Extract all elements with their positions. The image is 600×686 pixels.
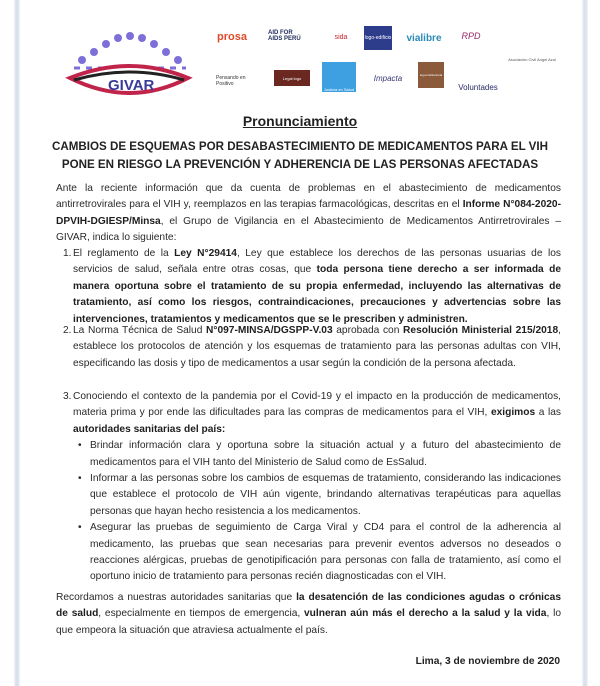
bullet-text: Brindar información clara y oportuna sobre la situación actual y a futuro del abastecimiento de medicamentos para el VIH tanto del Ministerio de Salud como de EsSalud.: [90, 440, 561, 468]
bullet-item-3: [56, 520, 561, 586]
resolution-reference: Resolución Ministerial 215/2018: [403, 325, 559, 336]
intro-paragraph: [56, 181, 561, 247]
rpd-logo: RPD: [461, 31, 481, 41]
intro-text-2: , el Grupo de Vigilancia en el Abastecimiento de Medicamentos Antirretrovirales – GIVAR, indica lo siguiente:: [56, 215, 561, 244]
item-bold-text: exigimos: [490, 407, 536, 419]
list-number: 1.: [63, 248, 72, 259]
law-reference: Ley N°29414: [174, 248, 237, 259]
closing-text: , especialmente en tiempos de emergencia,: [98, 608, 305, 620]
item-text: , Ley que establece los derechos de las personas usuarias de los servicios de salud, señala entre otras cosas, que: [73, 248, 561, 276]
sida-logo: sida: [334, 33, 348, 41]
list-number: 3.: [63, 391, 72, 402]
bullet-item-1: [56, 438, 561, 471]
headline-line-1: CAMBIOS DE ESQUEMAS POR DESABASTECIMIENTO DE MEDICAMENTOS PARA EL VIH: [51, 140, 548, 153]
headline-line-2: PONE EN RIESGO LA PREVENCIÓN Y ADHERENCIA DE LAS PERSONAS AFECTADAS: [61, 158, 539, 171]
angel-azul-logo: Asociación Civil Angel Azul: [508, 56, 556, 62]
item-bold-text: autoridades sanitarias del país:: [73, 423, 226, 435]
aid-for-aids-logo: AID FOR AIDS PERÚ: [268, 30, 301, 42]
legal-logo: Legal logo: [274, 70, 310, 86]
bullet-text: Asegurar las pruebas de seguimiento de Carga Viral y CD4 para el control de la adherencia al medicamento, las pruebas que sean necesarias para prevenir eventos adversos no deseados o reacciones alérgicas, pruebas de genotipificación para personas con falla de tratamiento, así como el oportuno inicio de tratamiento para personas recién diagnosticadas con el VIH.: [90, 522, 561, 583]
intro-text: Ante la reciente información que da cuenta de problemas en el abastecimiento de medicamentos antirretrovirales para el VIH y, reemplazos en las terapias farmacológicas, descritas en el: [56, 183, 561, 211]
norm-reference: N°097-MINSA/DGSPP-V.03: [206, 325, 333, 336]
bullet-icon: •: [78, 440, 82, 452]
item-text: El reglamento de la: [73, 248, 175, 259]
list-item-3: [56, 389, 561, 586]
bullet-icon: •: [78, 522, 82, 534]
page-edge-left: [14, 0, 20, 686]
item-text: aprobada con: [332, 325, 404, 336]
document-date: Lima, 3 de noviembre de 2020: [415, 656, 560, 667]
pensando-positivo-logo: Pensando en Positivo: [216, 75, 246, 87]
closing-bold: vulneran aún más el derecho a la salud y la vida: [304, 608, 547, 620]
closing-paragraph: [56, 590, 561, 639]
bullet-text: Informar a las personas sobre los cambios de esquemas de tratamiento, considerando las indicaciones que establece el protocolo de VIH aún vigente, brindando alternativas terapéuticas para aquellas personas que hayan hecho resistencia a los medicamentos.: [90, 473, 561, 517]
institutional-logo: logo-institucional: [418, 62, 444, 88]
bullet-item-2: [56, 471, 561, 520]
givar-logo-icon: [60, 16, 195, 104]
closing-bold: la desatención de las condiciones agudas o crónicas de salud: [56, 592, 561, 620]
vialibre-logo: vialibre: [406, 32, 442, 44]
document-title: Pronunciamiento: [242, 113, 358, 129]
list-number: 2.: [63, 325, 72, 336]
building-logo: logo-edificio: [364, 26, 392, 50]
impacta-logo: Impacta: [373, 73, 403, 83]
document-headline: [40, 138, 560, 174]
item-text: , establece los protocolos de atención y los esquemas de tratamiento para las personas adultas con VIH, especificando las dosis y tipo de medicamentos a usar según la condición de la persona afectada.: [73, 325, 561, 369]
item-text: a las: [535, 407, 561, 419]
justicia-salud-logo: Justicia en Salud: [322, 62, 356, 92]
closing-text: Recordamos a nuestras autoridades sanitarias que: [56, 592, 297, 603]
svg-text:GIVAR: GIVAR: [108, 77, 155, 94]
prosa-logo: prosa: [217, 31, 247, 43]
item-bold-text: toda persona tiene derecho a ser informada de manera oportuna sobre el tratamiento de su propia enfermedad, incluyendo las alternativas de tratamiento, así como los riesgos, contraindicaciones, precauciones y advertencias sobre las intervenciones, tratamientos y medicamentos que se le prescriben y administren.: [73, 264, 561, 325]
page-edge-right: [582, 0, 588, 686]
logo-banner: [60, 14, 580, 104]
report-reference: Informe N°084-2020-DPVIH-DGIESP/Minsa: [56, 199, 561, 227]
item-text: La Norma Técnica de Salud: [73, 325, 207, 336]
voluntades-logo: Voluntades: [458, 83, 498, 92]
list-item-1: [56, 246, 561, 328]
list-item-2: [56, 323, 561, 372]
item-text: Conociendo el contexto de la pandemia por el Covid-19 y el impacto en la producción de medicamentos, materia prima y por ende las dificultades para las compras de medicamentos para el VIH,: [73, 391, 561, 419]
bullet-icon: •: [78, 473, 82, 485]
closing-text: , lo que empeora la situación que atraviesa actualmente el país.: [56, 608, 561, 636]
